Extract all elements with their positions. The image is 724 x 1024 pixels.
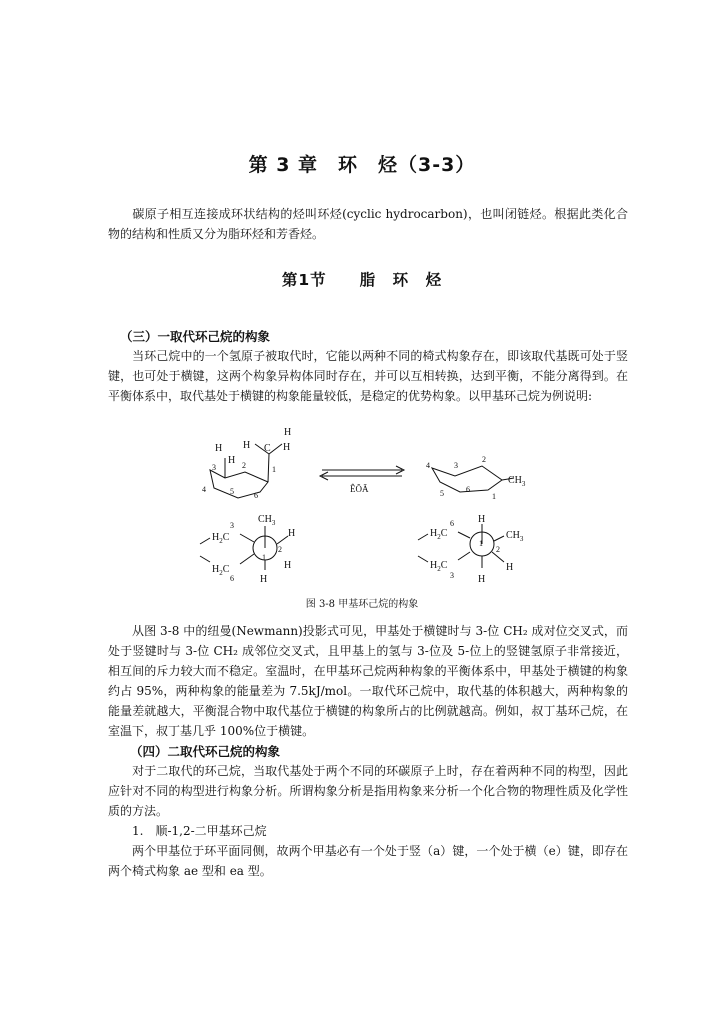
newman-left-h2c-bond-lower (240, 554, 254, 564)
newman-right-ring-upper (418, 534, 428, 540)
ring-num-3-left: 3 (212, 463, 216, 472)
chapter-title: 第 3 章 环 烃（3-3） (248, 154, 476, 176)
newman-right-h2c-bond-lower (458, 552, 470, 560)
newman-left-h-bottom: H (260, 574, 268, 585)
label-h-axial: H (215, 443, 223, 454)
ring-num-6-left: 6 (254, 491, 258, 500)
newman-right-num-6: 6 (450, 519, 454, 528)
newman-right-h-top: H (478, 514, 486, 525)
heading-monosubstituted-text: （三）一取代环己烷的构象 (120, 329, 271, 344)
newman-left-h2c-bottom: $H_2C$ (212, 564, 230, 577)
newman-right-h2c-top: $H_2C$ (430, 528, 448, 541)
ch3-bond-h2 (269, 444, 282, 454)
newman-left-h2c-top: $H_2C$ (212, 532, 230, 545)
newman-left-ch3: $CH_3$ (258, 514, 276, 527)
ring-num-5-right: 5 (440, 489, 444, 498)
ring-num-3-right: 3 (454, 461, 458, 470)
label-h-right: H (283, 442, 291, 453)
newman-paragraph (108, 621, 628, 741)
label-h-top: H (284, 427, 292, 438)
conformation-paragraph (108, 346, 628, 406)
label-ch3-right-chair: $CH_3$ (508, 475, 526, 488)
newman-left-h-bond (277, 536, 288, 544)
ring-num-2-right: 2 (482, 455, 486, 464)
newman-right-num-1: 1 (479, 539, 483, 548)
ring-num-1-left: 1 (272, 465, 276, 474)
newman-right-num-3: 3 (450, 571, 454, 580)
conformation-text: 当环己烷中的一个氢原子被取代时，它能以两种不同的椅式构象存在，即该取代基既可处于竖键，也可处于横键，这两个构象异构体同时存在，并可以互相转换，达到平衡，不能分离得到。在平衡体系中，取代基处于横键的构象能量较低，是稳定的优势构象。以甲基环己烷为例说明: (108, 349, 628, 403)
newman-right-ch3: $CH_3$ (506, 530, 524, 543)
newman-left-num-3: 3 (230, 521, 234, 530)
newman-left-num-2: 2 (278, 545, 282, 554)
newman-left-ring-upper (200, 538, 210, 544)
disubstituted-text: 对于二取代的环己烷，当取代基处于两个不同的环碳原子上时，存在着两种不同的构型，因此应针对不同的构型进行构象分析。所谓构象分析是指用构象来分析一个化合物的物理性质及化学性质的方法。 (108, 764, 628, 818)
methylcyclohexane-figure (170, 420, 550, 590)
heading-disubstituted-text: （四）二取代环己烷的构象 (130, 744, 281, 759)
figure-caption: 图 3-8 甲基环己烷的构象 (305, 599, 419, 610)
newman-right-ch3-bond (494, 536, 504, 541)
equilibrium-label: ÊÕÃ (350, 484, 369, 494)
newman-left-num-1: 1 (262, 553, 266, 562)
newman-text: 从图 3-8 中的纽曼(Newmann)投影式可见，甲基处于横键时与 3-位 CH₂ 成对位交叉式，而处于竖键时与 3-位 CH₂ 成邻位交叉式，且甲基上的氢与 3-位及 5-位上的竖键氢原子非常接近，相互间的斥力较大而不稳定。室温时，在甲基环己烷两种构象的平衡体系中，甲基处于横键的构象约占 95%，两种构象的能量差为 7.5kJ/mol。一取代环己烷中，取代基的体积越大，两种构象的能量差就越大，平衡混合物中取代基位于横键的构象所占的比例就越高。例如，叔丁基环己烷，在室温下，叔丁基几乎 100%位于横键。 (108, 624, 628, 738)
newman-left-h2c-bond-upper (240, 534, 254, 542)
newman-right-h-bottom: H (478, 574, 486, 585)
heading-disubstituted (130, 741, 280, 762)
intro-paragraph (108, 204, 628, 244)
section-title: 第1节 脂 环 烃 (281, 271, 443, 289)
newman-right-h2c-bottom: $H_2C$ (430, 560, 448, 573)
newman-right-h: H (506, 562, 514, 573)
cis-text: 两个甲基位于环平面同侧，故两个甲基必有一个处于竖（a）键，一个处于横（e）键，即存在两个椅式构象 ae 型和 ea 型。 (108, 844, 628, 878)
ring-num-6-right: 6 (466, 485, 470, 494)
newman-right-h2c-bond-upper (458, 532, 470, 538)
newman-left-h2: H (284, 560, 292, 571)
chair-left (210, 470, 268, 498)
cis-paragraph (108, 841, 628, 881)
axial-bond (268, 454, 269, 482)
ring-num-1-right: 1 (492, 492, 496, 501)
newman-left-num-6: 6 (230, 574, 234, 583)
disubstituted-paragraph (108, 761, 628, 821)
ring-num-5-left: 5 (230, 487, 234, 496)
label-c-methyl: C (264, 443, 271, 454)
ring-num-4-right: 4 (426, 461, 430, 470)
heading-monosubstituted (120, 326, 270, 347)
list-item-cis: 1. 顺-1,2-二甲基环己烷 (132, 824, 267, 838)
label-h-eq: H (228, 455, 236, 466)
intro-text: 碳原子相互连接成环状结构的烃叫环烃(cyclic hydrocarbon)，也叫闭链烃。根据此类化合物的结构和性质又分为脂环烃和芳香烃。 (108, 207, 628, 241)
newman-right-ring-lower (418, 556, 428, 562)
newman-left-ring-lower (200, 556, 210, 562)
label-h-ch3: H (243, 440, 251, 451)
ring-num-2-left: 2 (242, 461, 246, 470)
newman-left-h: H (288, 528, 296, 539)
ring-num-4-left: 4 (202, 485, 206, 494)
newman-right-num-2: 2 (496, 545, 500, 554)
